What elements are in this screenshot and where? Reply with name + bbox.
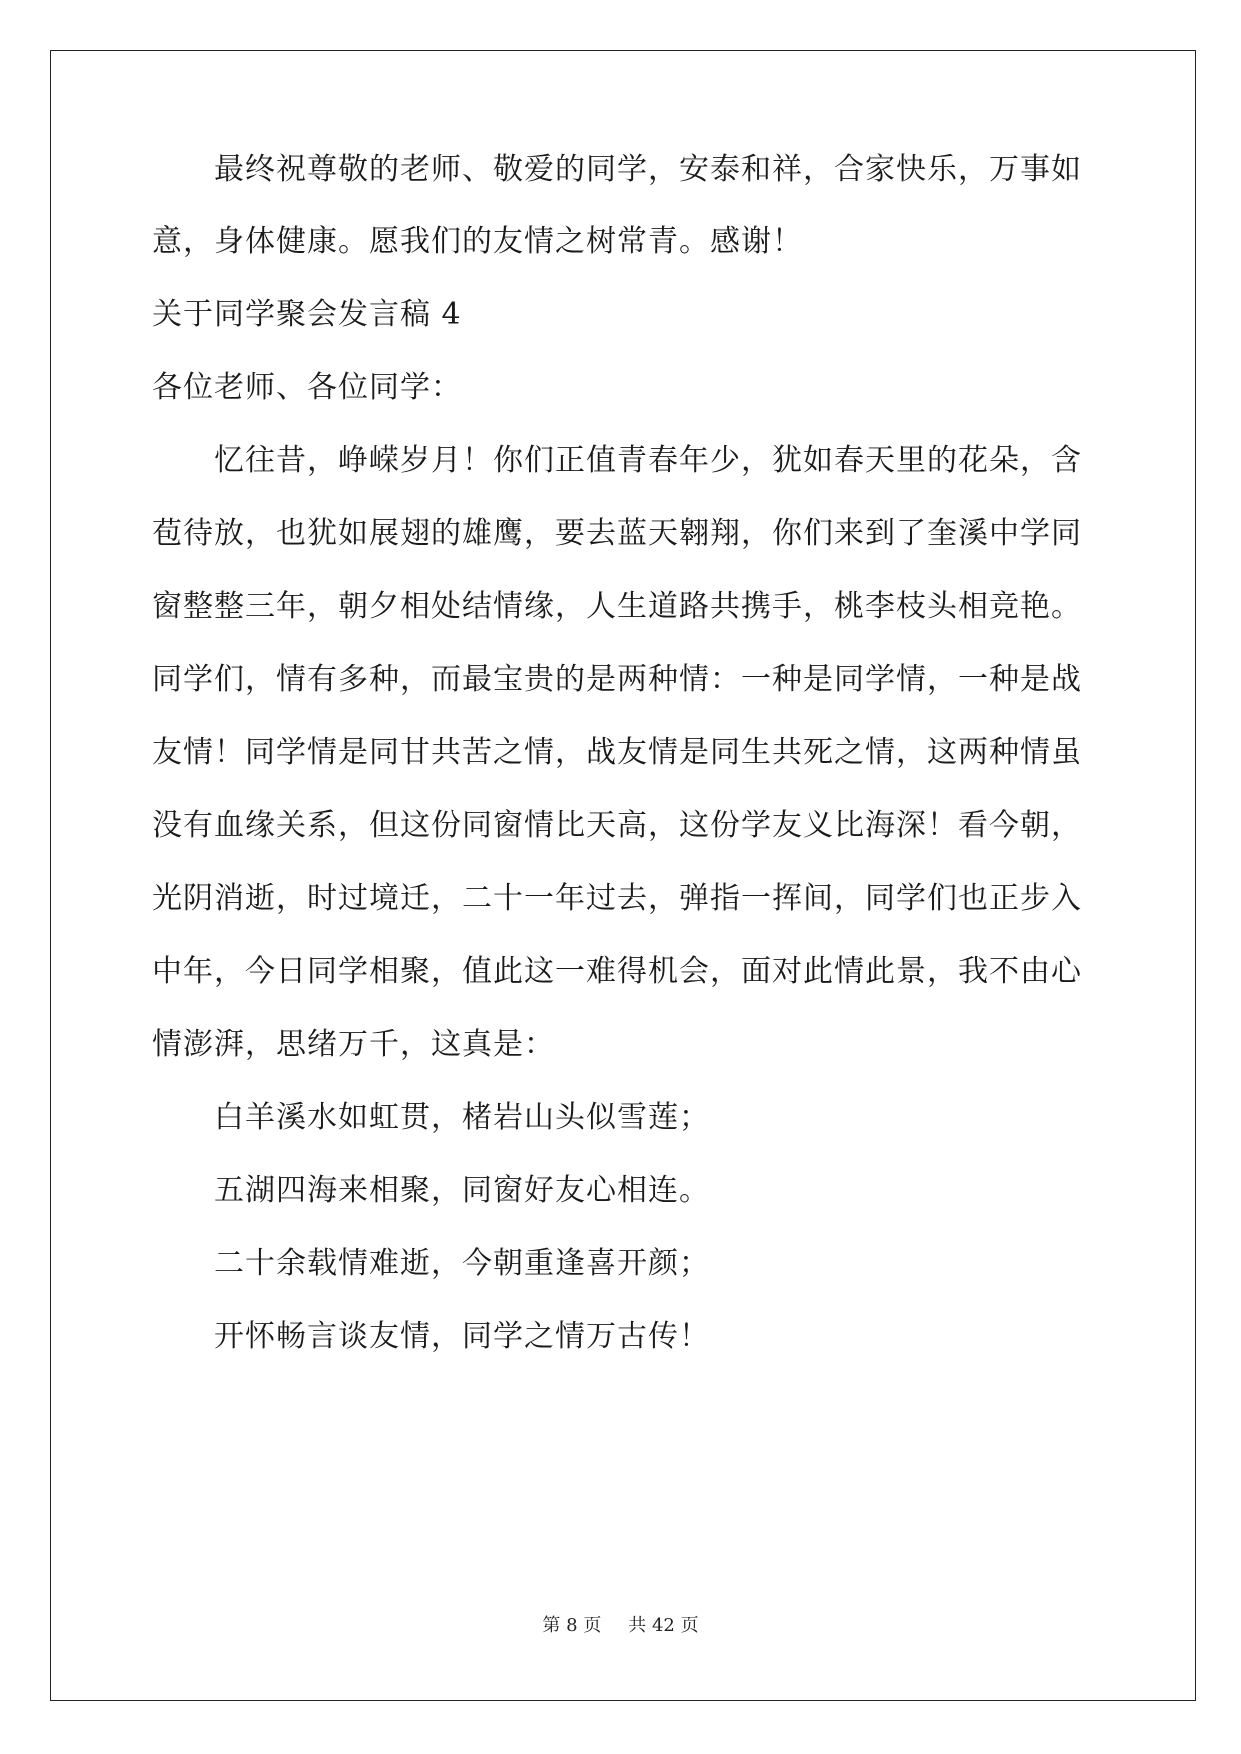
paragraph-line: 情澎湃，思绪万千，这真是： <box>152 1027 555 1062</box>
poem-line: 白羊溪水如虹贯，楮岩山头似雪莲； <box>214 1100 710 1135</box>
paragraph-line: 窗整整三年，朝夕相处结情缘，人生道路共携手，桃李枝头相竞艳。 <box>152 589 1082 624</box>
paragraph-line: 苞待放，也犹如展翅的雄鹰，要去蓝天翱翔，你们来到了奎溪中学同 <box>152 516 1082 551</box>
salutation: 各位老师、各位同学： <box>152 370 462 405</box>
page-number: 第 8 页 <box>542 1615 602 1636</box>
paragraph-line: 同学们，情有多种，而最宝贵的是两种情：一种是同学情，一种是战 <box>152 662 1082 697</box>
paragraph-line: 友情！同学情是同甘共苦之情，战友情是同生共死之情，这两种情虽 <box>152 735 1082 770</box>
poem-line: 开怀畅言谈友情，同学之情万古传！ <box>214 1319 710 1354</box>
section-heading: 关于同学聚会发言稿 4 <box>152 297 462 332</box>
paragraph-line: 光阴消逝，时过境迁，二十一年过去，弹指一挥间，同学们也正步入 <box>152 881 1082 916</box>
page-footer <box>0 1614 1241 1638</box>
poem-line: 五湖四海来相聚，同窗好友心相连。 <box>214 1173 710 1208</box>
paragraph-line: 意，身体健康。愿我们的友情之树常青。感谢！ <box>152 224 803 259</box>
paragraph-line: 中年，今日同学相聚，值此这一难得机会，面对此情此景，我不由心 <box>152 954 1082 989</box>
page-total: 共 42 页 <box>628 1615 699 1636</box>
paragraph-line: 最终祝尊敬的老师、敬爱的同学，安泰和祥，合家快乐，万事如 <box>214 152 1082 187</box>
poem-line: 二十余载情难逝，今朝重逢喜开颜； <box>214 1246 710 1281</box>
paragraph-line: 没有血缘关系，但这份同窗情比天高，这份学友义比海深！看今朝， <box>152 808 1082 843</box>
paragraph-line: 忆往昔，峥嵘岁月！你们正值青春年少，犹如春天里的花朵，含 <box>214 443 1082 478</box>
